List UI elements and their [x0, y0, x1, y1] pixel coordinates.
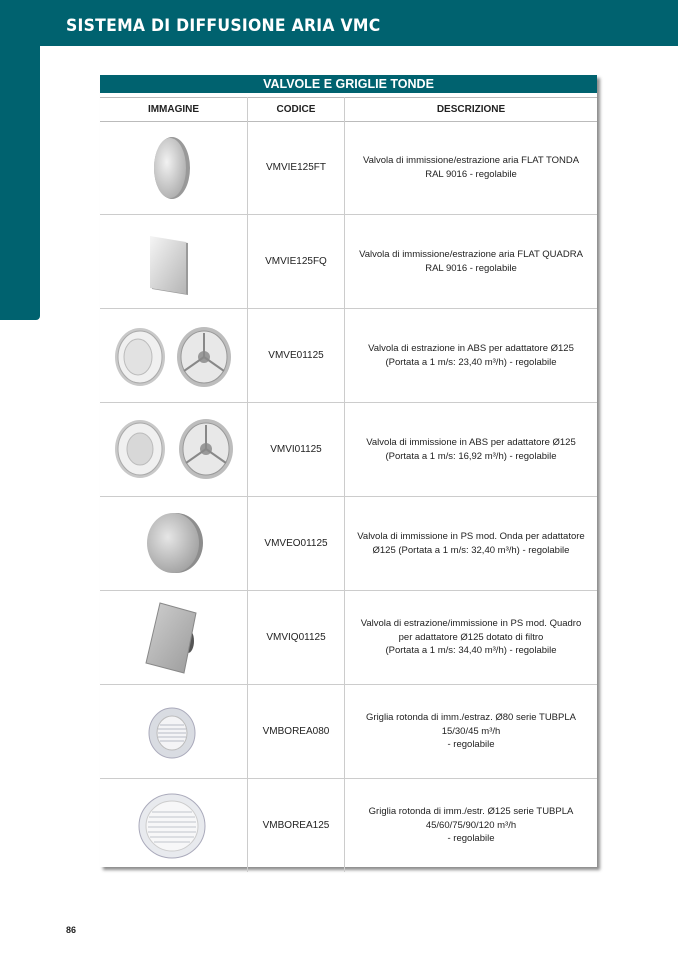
table-row [100, 121, 597, 215]
column-header-code: CODICE [276, 104, 316, 115]
round-grille-80-icon [100, 685, 247, 778]
page-header [0, 0, 678, 46]
table-row [100, 215, 597, 309]
product-image-cell [100, 591, 248, 684]
abs-extraction-valve-icon [100, 309, 247, 402]
product-image-cell [100, 403, 248, 496]
product-image-cell [100, 121, 248, 214]
product-image-cell [100, 685, 248, 778]
product-code: VMVIE125FT [248, 121, 345, 214]
page-title: SISTEMA DI DIFFUSIONE ARIA VMC [66, 16, 381, 36]
abs-immission-valve-icon [100, 403, 247, 496]
table-row [100, 309, 597, 403]
table-row [100, 779, 597, 872]
side-tab [0, 46, 40, 320]
product-image-cell [100, 497, 248, 590]
onda-valve-icon [100, 497, 247, 590]
product-code: VMBOREA125 [248, 779, 345, 872]
product-code: VMVIQ01125 [248, 591, 345, 684]
product-image-cell [100, 309, 248, 402]
round-grille-125-icon [100, 779, 247, 872]
product-image-cell [100, 779, 248, 872]
product-description: Valvola di estrazione/immissione in PS mod. Quadro per adattatore Ø125 dotato di filtro (Portata a 1 m/s: 34,40 m³/h) - regolabile [360, 618, 582, 657]
table-header [100, 97, 597, 122]
quadro-valve-icon [100, 591, 247, 684]
page-number: 86 [66, 925, 77, 935]
table-title: VALVOLE E GRIGLIE TONDE [100, 75, 597, 93]
product-description: Valvola di immissione in ABS per adattatore Ø125 (Portata a 1 m/s: 16,92 m³/h) - regolabile [366, 437, 576, 462]
product-code: VMVIE125FQ [248, 215, 345, 308]
product-description: Griglia rotonda di imm./estr. Ø125 serie TUBPLA 45/60/75/90/120 m³/h - regolabile [368, 806, 574, 845]
product-description: Valvola di immissione in PS mod. Onda per adattatore Ø125 (Portata a 1 m/s: 32,40 m³/h) - regolabile [357, 531, 585, 556]
table-row [100, 403, 597, 497]
product-table [100, 75, 597, 867]
product-code: VMVEO01125 [248, 497, 345, 590]
table-row [100, 497, 597, 591]
product-description: Valvola di immissione/estrazione aria FLAT QUADRA RAL 9016 - regolabile [359, 249, 583, 274]
round-flat-valve-icon [100, 121, 247, 214]
product-code: VMBOREA080 [248, 685, 345, 778]
product-code: VMVI01125 [248, 403, 345, 496]
product-image-cell [100, 215, 248, 308]
product-description: Valvola di estrazione in ABS per adattatore Ø125 (Portata a 1 m/s: 23,40 m³/h) - regolabile [368, 343, 574, 368]
product-code: VMVE01125 [248, 309, 345, 402]
product-description: Griglia rotonda di imm./estraz. Ø80 serie TUBPLA 15/30/45 m³/h - regolabile [366, 712, 576, 751]
table-row [100, 591, 597, 685]
column-header-description: DESCRIZIONE [436, 104, 506, 115]
table-row [100, 685, 597, 779]
column-header-image: IMMAGINE [147, 104, 200, 115]
product-description: Valvola di immissione/estrazione aria FLAT TONDA RAL 9016 - regolabile [362, 155, 580, 180]
square-flat-valve-icon [100, 215, 247, 308]
